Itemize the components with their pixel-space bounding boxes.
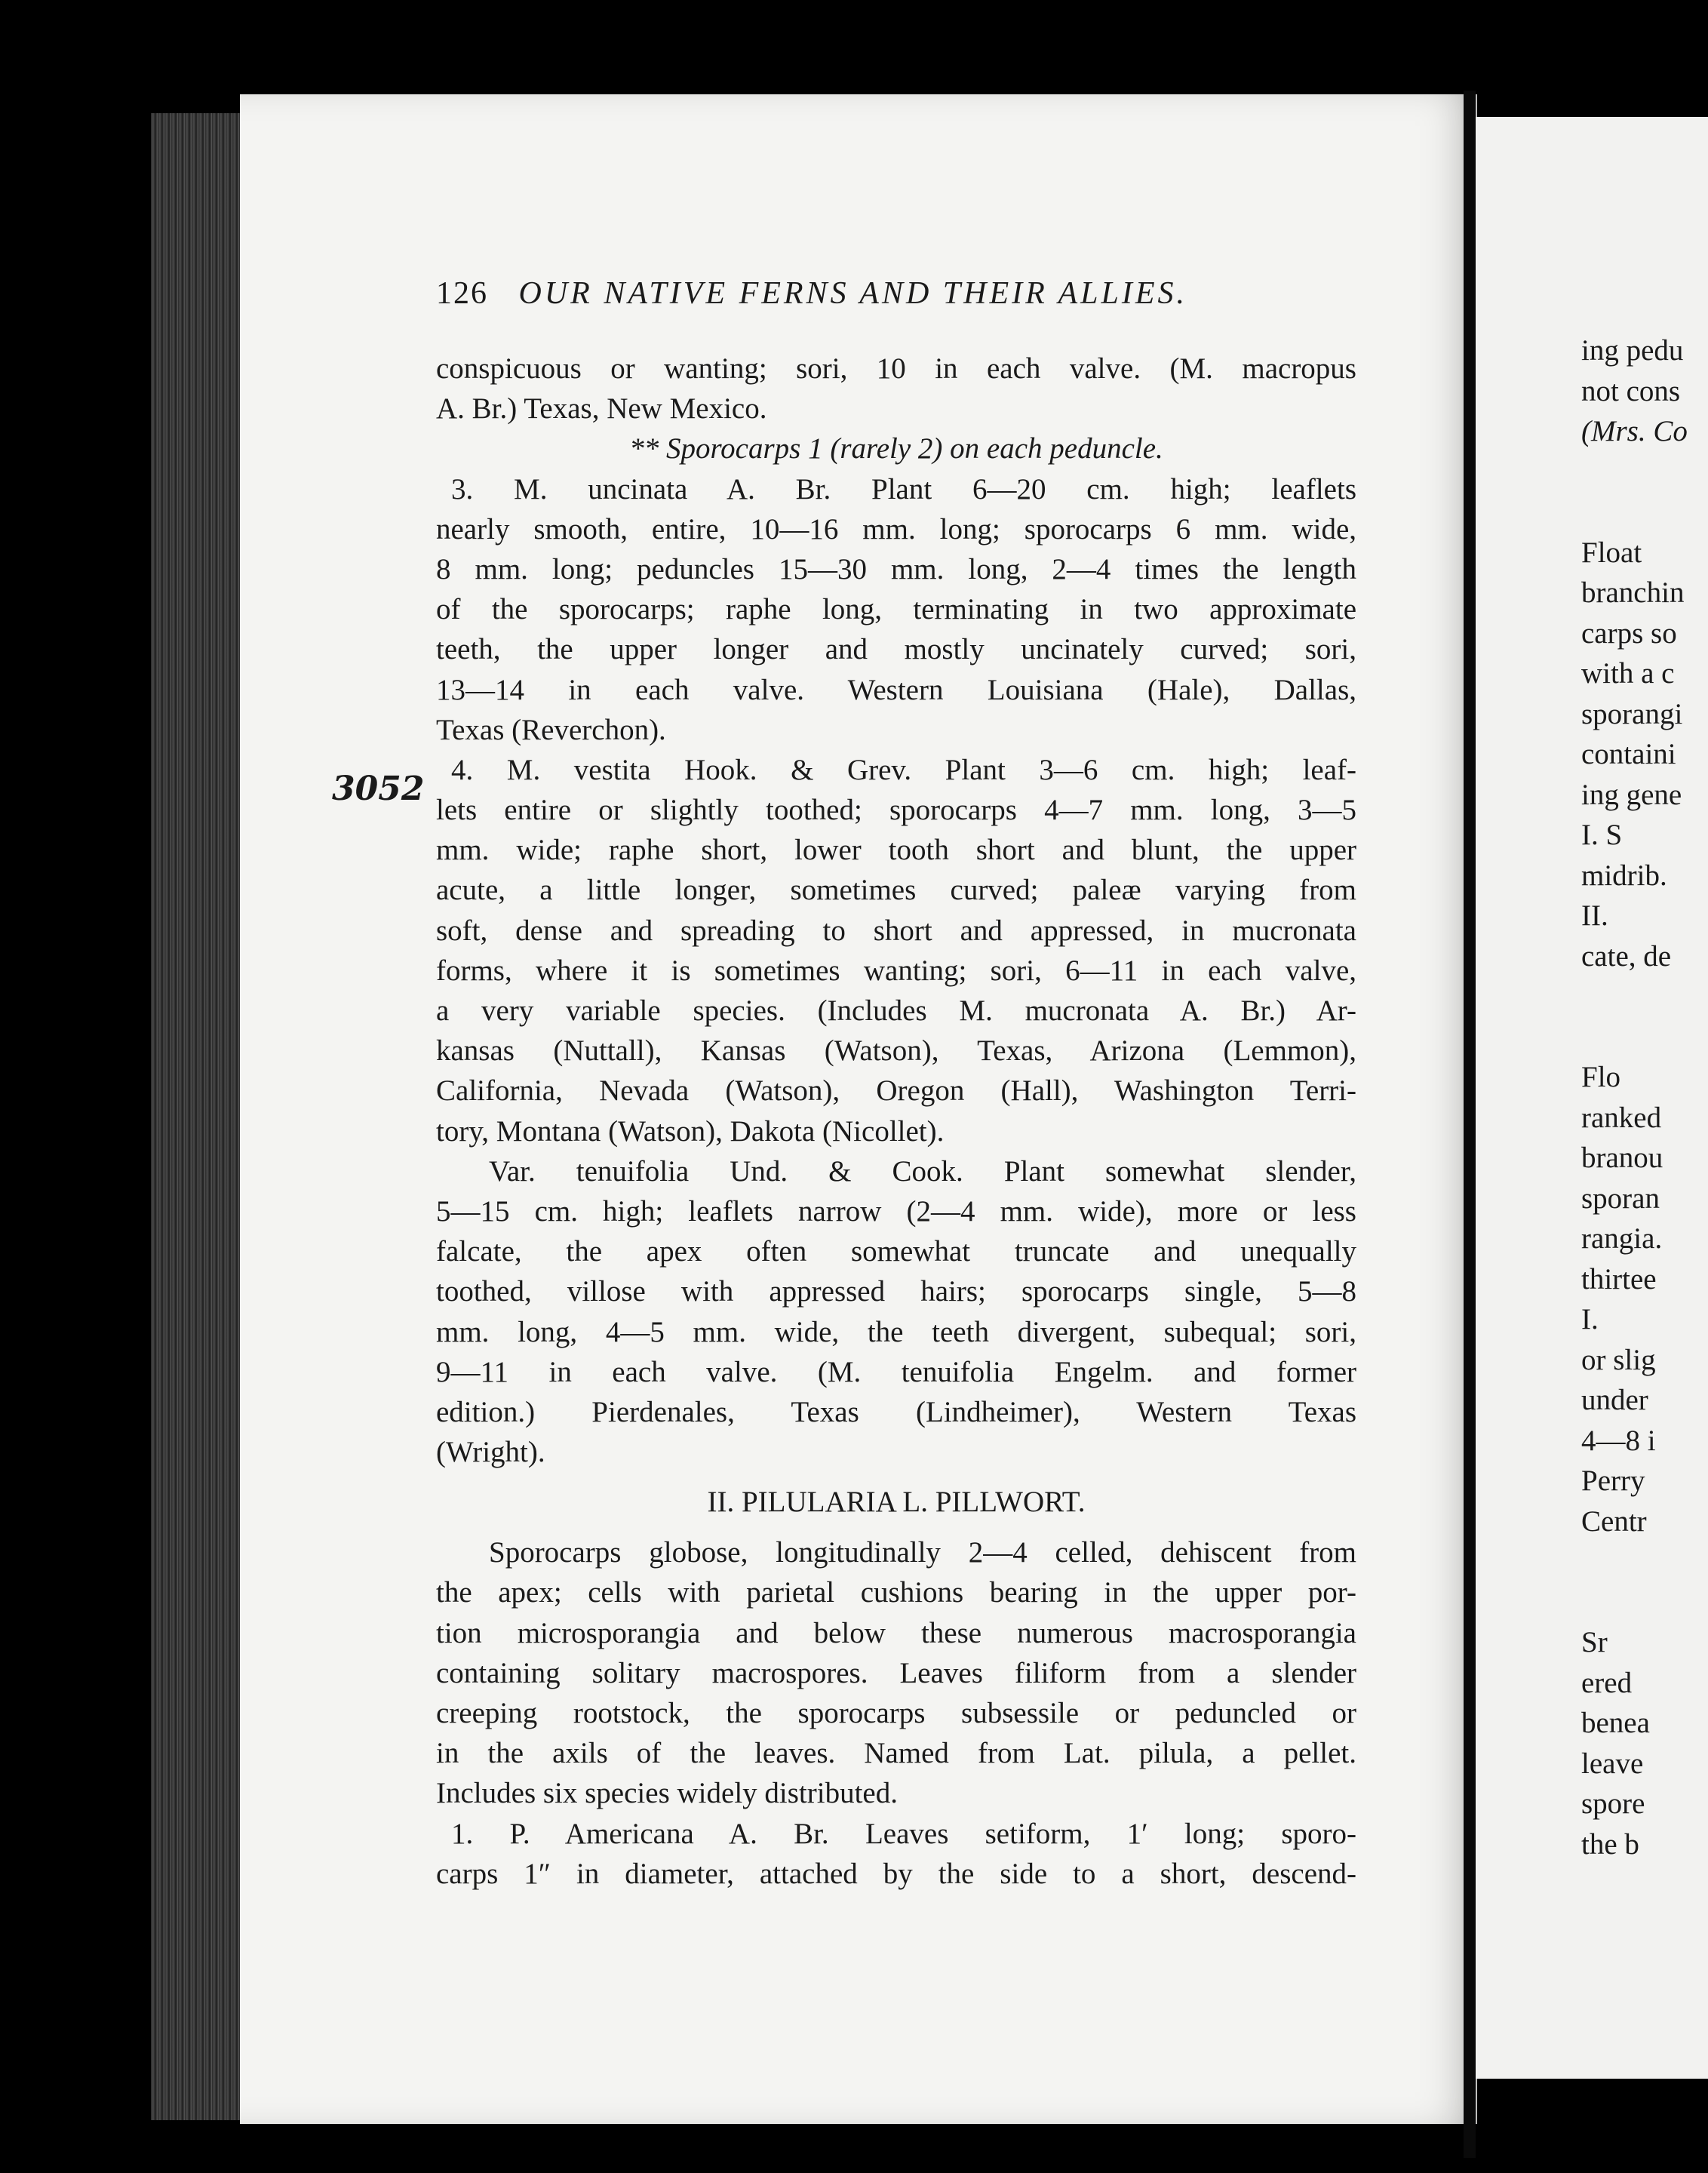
running-header [436,275,1311,312]
right-text-line: the b [1581,1827,1639,1861]
right-text-line: under [1581,1384,1648,1416]
text-line: Includes six species widely distributed. [436,1777,898,1810]
right-text-line: sporan [1581,1182,1660,1215]
text-line: A. Br.) Texas, New Mexico. [436,392,767,426]
page-number: 126 [436,276,488,311]
text-line: 5—15 cm. high; leaflets narrow (2—4 mm. wide), more or less [436,1194,1356,1228]
right-text-line: ranked [1581,1101,1662,1134]
text-line: mm. long, 4—5 mm. wide, the teeth divergent, subequal; sori, [436,1315,1356,1348]
right-text-line: Sr [1581,1626,1608,1658]
text-line: forms, where it is sometimes wanting; sori, 6—11 in each valve, [436,954,1356,987]
species-entry-americana: 1. P. Americana A. Br. Leaves setiform, 1′ long; sporo- [451,1817,1356,1850]
species-entry-uncinata: 3. M. uncinata A. Br. Plant 6—20 cm. high; leaflets [451,472,1356,506]
page-body-text [436,349,1356,1894]
right-text-line: spore [1581,1787,1645,1820]
text-line: California, Nevada (Watson), Oregon (Hall), Washington Terri- [436,1074,1356,1108]
book-page-edges [151,113,241,2120]
right-text-line: Perry [1581,1465,1645,1497]
text-line: conspicuous or wanting; sori, 10 in each valve. (M. macropus [436,352,1356,385]
right-text-line: ing gene [1581,778,1682,811]
right-text-line: not cons [1581,374,1681,407]
text-line: toothed, villose with appressed hairs; sporocarps single, 5—8 [436,1275,1356,1308]
text-line: a very variable species. (Includes M. mucronata A. Br.) Ar- [436,994,1356,1027]
right-text-line: I. S [1581,819,1623,851]
right-text-line [1581,976,1708,1017]
text-line: containing solitary macrospores. Leaves filiform from a slender [436,1656,1356,1689]
text-line: 9—11 in each valve. (M. tenuifolia Engelm. and former [436,1355,1356,1388]
text-line: tory, Montana (Watson), Dakota (Nicollet). [436,1114,945,1148]
text-line: acute, a little longer, sometimes curved; paleæ varying from [436,874,1356,907]
right-text-line [1581,1017,1708,1058]
text-line: soft, dense and spreading to short and appressed, in mucronata [436,914,1356,947]
genus-heading-pilularia: II. PILULARIA L. PILLWORT. [707,1486,1086,1519]
text-line: edition.) Pierdenales, Texas (Lindheimer), Western Texas [436,1395,1356,1428]
text-line: 13—14 in each valve. Western Louisiana (Hale), Dallas, [436,673,1356,706]
text-line: kansas (Nuttall), Kansas (Watson), Texas, Arizona (Lemmon), [436,1034,1356,1068]
right-text-line: cate, de [1581,939,1672,973]
species-entry-vestita: 4. M. vestita Hook. & Grev. Plant 3—6 cm. high; leaf- [451,753,1356,786]
book-gutter [1464,91,1476,2158]
right-text-line: branou [1581,1142,1663,1174]
text-line: Sporocarps globose, longitudinally 2—4 celled, dehiscent from [489,1536,1356,1569]
right-text-line: benea [1581,1707,1650,1739]
right-text-line: containi [1581,738,1676,770]
right-text-line: carps so [1581,616,1677,650]
variety-entry-tenuifolia: Var. tenuifolia Und. & Cook. Plant somewhat slender, [489,1154,1356,1188]
text-line: of the sporocarps; raphe long, terminating in two approximate [436,593,1356,626]
text-line: carps 1″ in diameter, attached by the side to a short, descend- [436,1857,1356,1890]
right-text-line: I. [1581,1303,1599,1335]
text-line: tion microsporangia and below these numerous macrosporangia [436,1616,1356,1649]
text-line: Texas (Reverchon). [436,713,666,746]
text-line: 8 mm. long; peduncles 15—30 mm. long, 2—4 times the length [436,552,1356,586]
right-text-line: leave [1581,1747,1644,1780]
right-text-line: rangia. [1581,1222,1663,1255]
text-line: nearly smooth, entire, 10—16 mm. long; sporocarps 6 mm. wide, [436,512,1356,546]
right-text-line: or slig [1581,1343,1656,1376]
right-text-line: branchin [1581,576,1685,609]
right-text-line [1581,1582,1708,1623]
right-text-line: (Mrs. Co [1581,415,1688,447]
text-line: teeth, the upper longer and mostly uncinately curved; sori, [436,633,1356,666]
text-line: in the axils of the leaves. Named from Lat. pilula, a pellet. [436,1737,1356,1770]
handwritten-margin-note: 3052 [332,770,425,808]
right-text-line: ered [1581,1666,1633,1699]
right-text-line: 4—8 i [1581,1424,1656,1457]
right-text-line: sporangi [1581,697,1683,730]
right-text-line: ing pedu [1581,334,1684,367]
right-text-line [1581,452,1708,493]
right-text-line: Float [1581,536,1642,569]
right-text-line: thirtee [1581,1262,1657,1296]
right-text-line [1581,492,1708,533]
text-line: the apex; cells with parietal cushions bearing in the upper por- [436,1576,1356,1609]
right-text-line: II. [1581,899,1608,932]
right-text-line: with a c [1581,657,1675,690]
right-text-line: Flo [1581,1061,1621,1093]
section-subheading: ** Sporocarps 1 (rarely 2) on each peduncle. [629,432,1163,466]
right-text-line: midrib. [1581,859,1667,892]
text-line: mm. wide; raphe short, lower tooth short and blunt, the upper [436,834,1356,867]
text-line: lets entire or slightly toothed; sporocarps 4—7 mm. long, 3—5 [436,794,1356,827]
right-text-line: Centr [1581,1505,1647,1538]
text-line: falcate, the apex often somewhat truncate and unequally [436,1235,1356,1268]
running-title: OUR NATIVE FERNS AND THEIR ALLIES. [518,276,1188,311]
right-text-line [1581,1541,1708,1582]
text-line: (Wright). [436,1436,545,1469]
text-line: creeping rootstock, the sporocarps subsessile or peduncled or [436,1697,1356,1729]
right-page-text [1581,330,1708,1864]
